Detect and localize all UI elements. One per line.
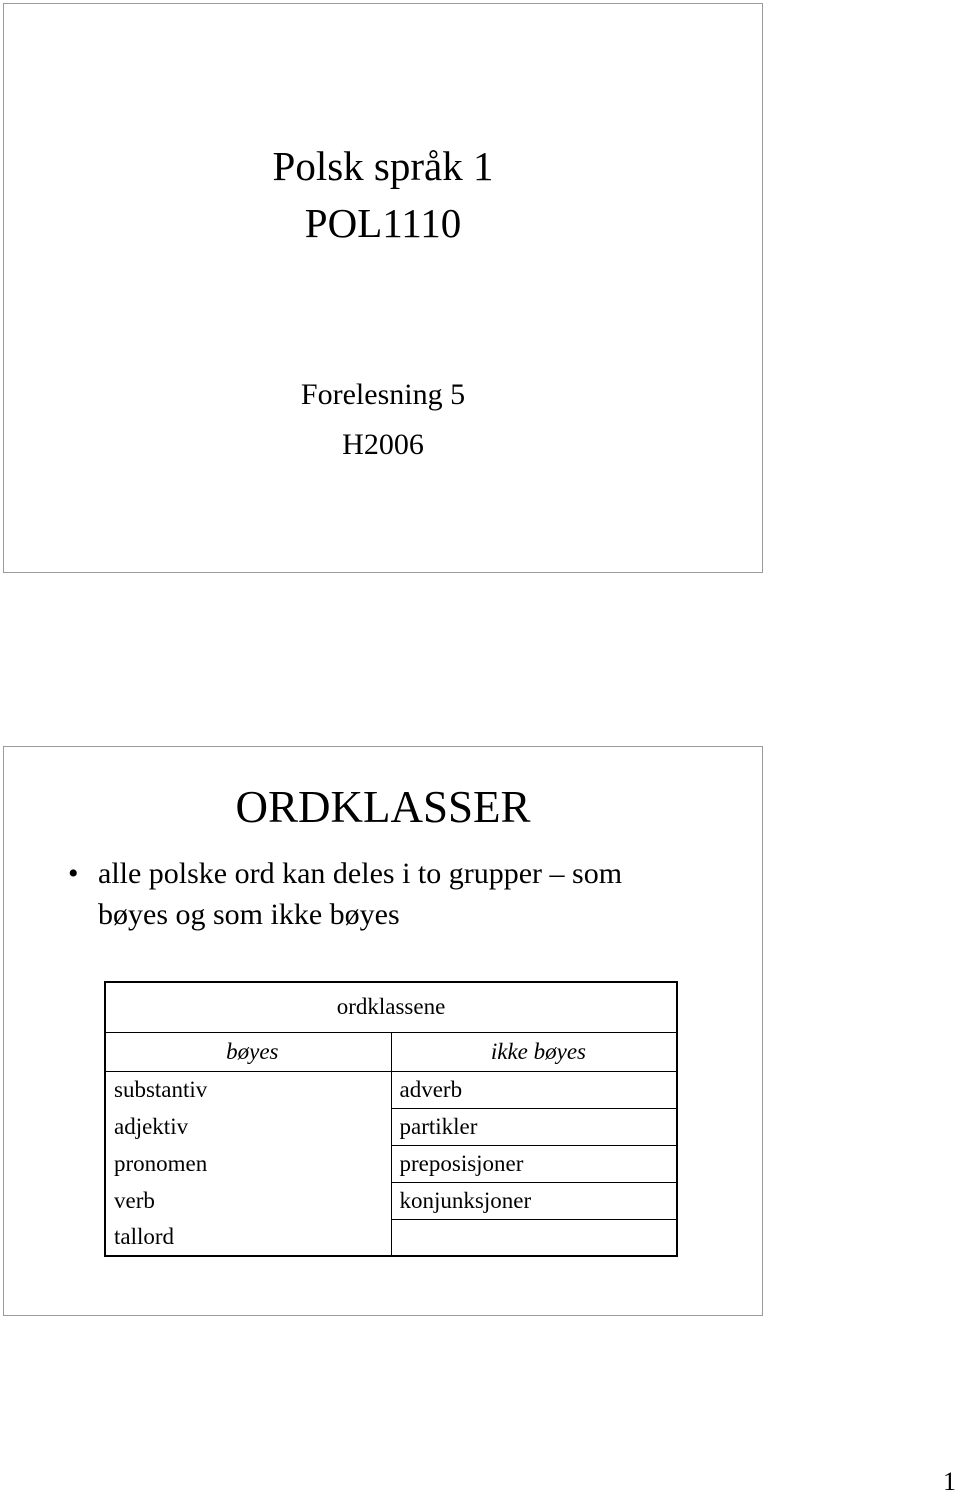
bullet-text bbox=[98, 853, 728, 935]
bullet-line-1: alle polske ord kan deles i to grupper – som bbox=[98, 857, 623, 890]
page-number: 1 bbox=[943, 1467, 956, 1496]
table-group-row bbox=[105, 1032, 677, 1071]
slide-1-subtitle-line-2: H2006 bbox=[342, 428, 424, 461]
table-header: ordklassene bbox=[105, 982, 677, 1032]
table-cell-uninflected: preposisjoner bbox=[391, 1145, 677, 1182]
slide-1 bbox=[3, 3, 763, 573]
table-row bbox=[105, 1145, 677, 1182]
table-cell-inflected: adjektiv bbox=[105, 1108, 391, 1145]
table-cell-uninflected bbox=[391, 1219, 677, 1256]
table-cell-uninflected: partikler bbox=[391, 1108, 677, 1145]
table-cell-uninflected: adverb bbox=[391, 1071, 677, 1108]
slide-2-heading: ORDKLASSER bbox=[235, 782, 531, 832]
table-cell-inflected: pronomen bbox=[105, 1145, 391, 1182]
slide-1-title-line-1: Polsk språk 1 bbox=[272, 143, 494, 189]
table-header-row bbox=[105, 982, 677, 1032]
group-inflected-label: bøyes bbox=[105, 1032, 391, 1071]
word-class-table bbox=[104, 981, 678, 1257]
table-cell-inflected: tallord bbox=[105, 1219, 391, 1256]
slide-2 bbox=[3, 746, 763, 1316]
table-cell-uninflected: konjunksjoner bbox=[391, 1182, 677, 1219]
bullet-icon: • bbox=[68, 857, 79, 890]
slide-1-title-line-2: POL1110 bbox=[304, 200, 462, 246]
slide-1-subtitle-line-1: Forelesning 5 bbox=[300, 378, 466, 411]
table-row bbox=[105, 1219, 677, 1256]
table-row bbox=[105, 1071, 677, 1108]
table-cell-inflected: verb bbox=[105, 1182, 391, 1219]
table-row bbox=[105, 1108, 677, 1145]
bullet-line-2: bøyes og som ikke bøyes bbox=[98, 898, 400, 931]
table-cell-inflected: substantiv bbox=[105, 1071, 391, 1108]
table-row bbox=[105, 1182, 677, 1219]
group-uninflected-label: ikke bøyes bbox=[391, 1032, 677, 1071]
